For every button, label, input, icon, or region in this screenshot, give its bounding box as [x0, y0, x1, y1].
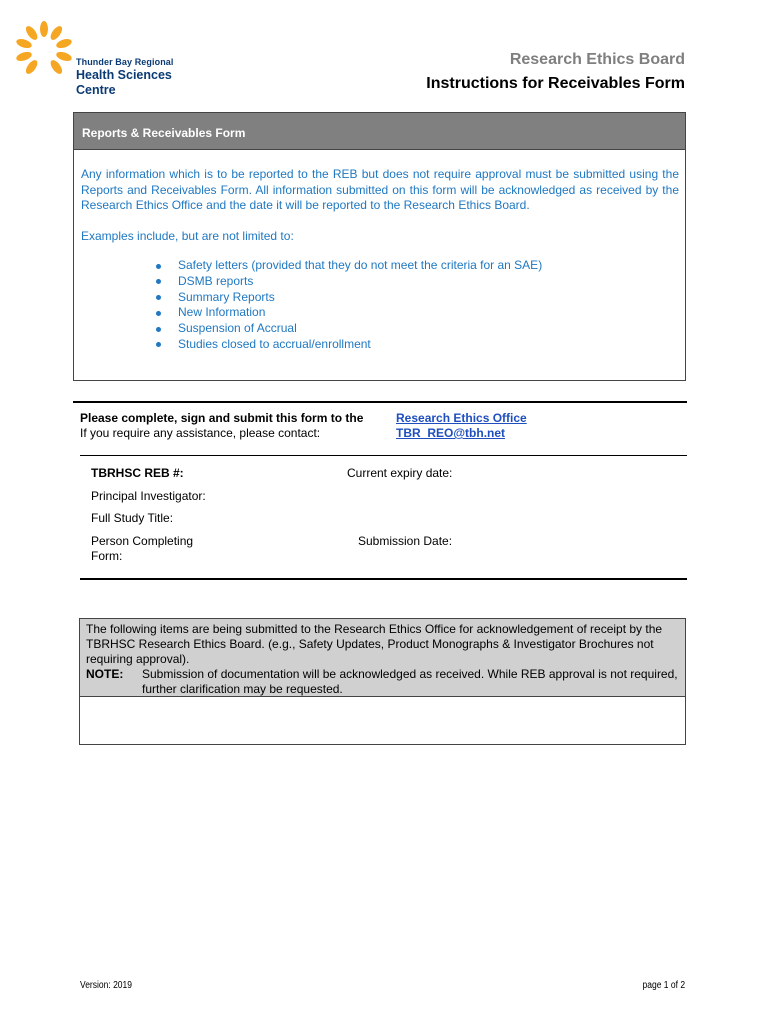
list-item: New Information: [178, 305, 679, 321]
list-item: Summary Reports: [178, 290, 679, 306]
list-item: Safety letters (provided that they do not meet the criteria for an SAE): [178, 258, 679, 274]
person-completing-line-1: Person Completing: [91, 534, 194, 548]
logo-wordmark: [76, 58, 174, 97]
page-title: Research Ethics Board: [509, 51, 685, 68]
expiry-date-label: Current expiry date:: [347, 466, 453, 480]
logo-line-1: Thunder Bay Regional: [76, 57, 174, 67]
contact-block: [396, 411, 527, 441]
list-item: Suspension of Accrual: [178, 321, 679, 337]
examples-label: Examples include, but are not limited to:: [81, 228, 294, 243]
examples-list: [81, 258, 679, 353]
divider: [80, 578, 687, 580]
reports-panel-heading: Reports & Receivables Form: [74, 113, 685, 150]
person-completing-label: [91, 534, 193, 564]
logo-line-2: Health Sciences: [76, 68, 172, 83]
receivables-entry-area[interactable]: [80, 697, 685, 747]
reports-panel: [73, 112, 686, 381]
study-title-label: Full Study Title:: [91, 511, 174, 525]
submit-line-1: Please complete, sign and submit this form to the: [80, 411, 364, 425]
submit-line-2: If you require any assistance, please contact:: [80, 426, 321, 440]
submit-instructions: [80, 411, 363, 441]
submission-date-label: Submission Date:: [358, 534, 453, 548]
receivables-box: [79, 618, 686, 745]
receivables-text: The following items are being submitted to the Research Ethics Office for acknowledgement of receipt by the TBRHSC Research Ethics Board. (e.g., Safety Updates, Product Monographs & Investigator Brochures not requiring approval).: [86, 622, 663, 666]
reports-intro: Any information which is to be reported to the REB but does not require approval must be submitted using the Reports and Receivables Form. All information submitted on this form will be acknowledged as received by the Research Ethics Office and the date it will be reported to the Research Ethics Board.: [81, 167, 679, 212]
divider: [80, 455, 687, 456]
reb-number-label: TBRHSC REB #:: [91, 466, 184, 480]
research-ethics-office-link[interactable]: Research Ethics Office: [396, 411, 527, 425]
receivables-header: [80, 619, 685, 697]
version-label: Version: 2019: [80, 980, 132, 991]
note-label: NOTE:: [86, 667, 124, 681]
list-item: Studies closed to accrual/enrollment: [178, 337, 679, 353]
principal-investigator-label: Principal Investigator:: [91, 489, 206, 503]
logo-line-3: Centre: [76, 82, 116, 97]
note-text: Submission of documentation will be acknowledged as received. While REB approval is not required, further clarification may be requested.: [142, 667, 678, 696]
note-row: [86, 667, 678, 697]
tbrhsc-logo-mark: [14, 20, 74, 80]
page-subtitle: Instructions for Receivables Form: [426, 75, 685, 92]
reports-panel-body: [74, 150, 685, 353]
person-completing-line-2: Form:: [91, 549, 123, 563]
page-number: page 1 of 2: [642, 980, 685, 991]
divider: [73, 401, 687, 403]
email-link[interactable]: TBR_REO@tbh.net: [396, 426, 506, 440]
list-item: DSMB reports: [178, 274, 679, 290]
